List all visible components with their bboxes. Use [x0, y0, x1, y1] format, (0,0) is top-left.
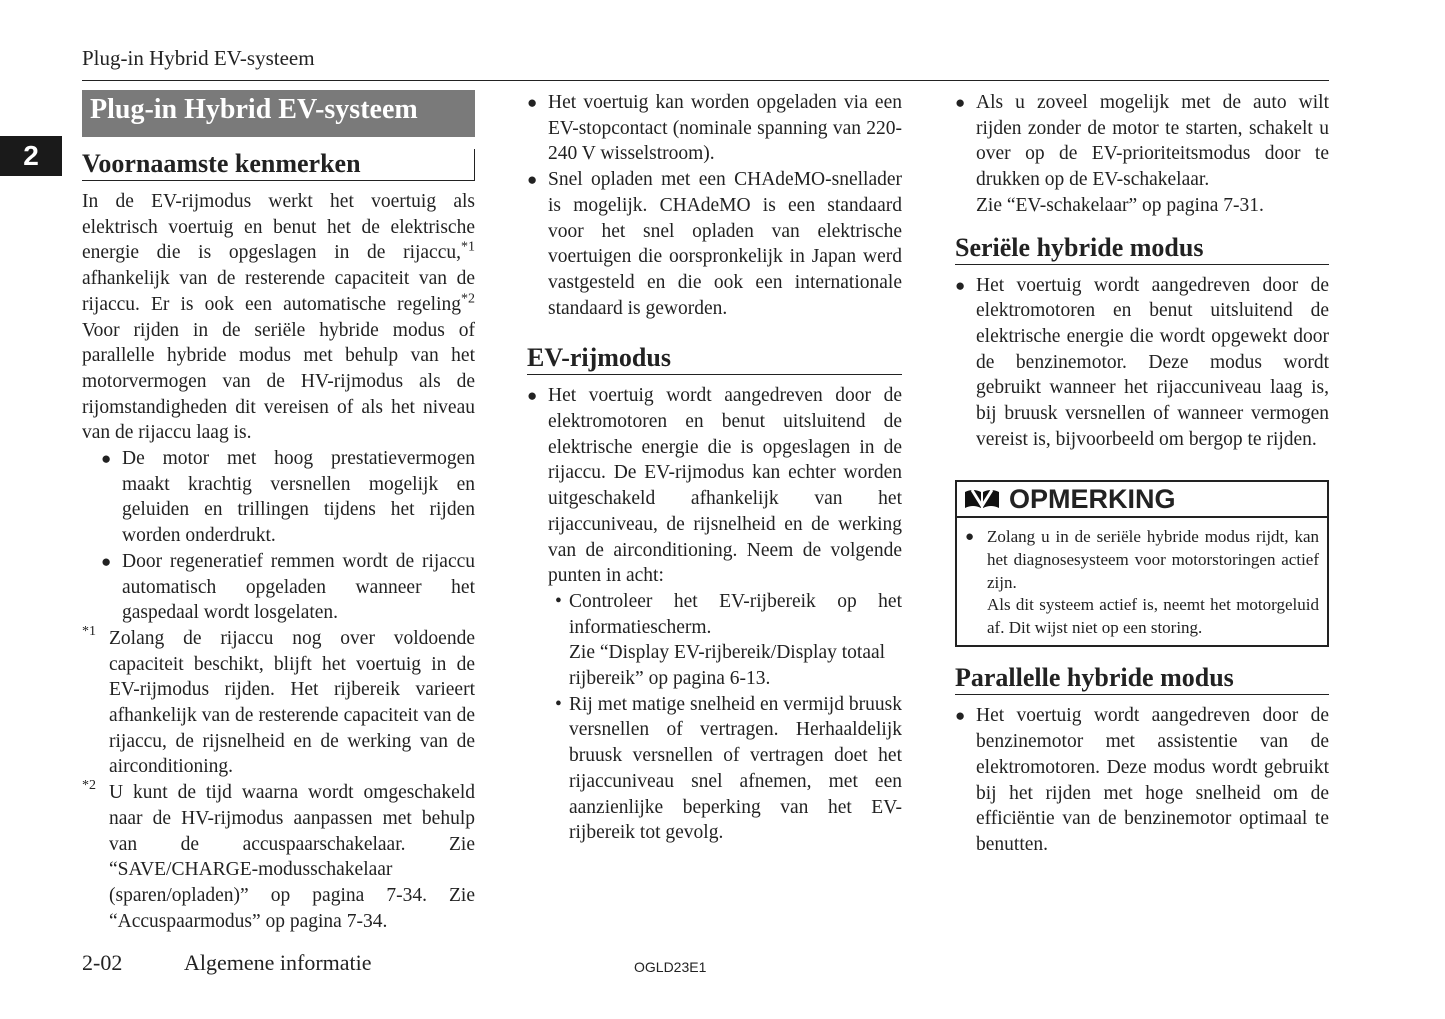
- note-header: [957, 482, 1327, 518]
- ev-priority-bullet: ● Als u zoveel mogelijk met de auto wilt rijden zonder de motor te starten, schakelt u over op de EV-prioriteitsmodus door te drukken op de EV-schakelaar.: [955, 90, 1329, 193]
- intro-text-c: Voor rijden in de seriële hybride modus of parallelle hybride modus met behulp van het motorvermogen van de HV-rijmodus als de rijomstandigheden dit vereisen of als het niveau van de rijaccu laag is.: [82, 319, 475, 444]
- intro-text-a: In de EV-rijmodus werkt het voertuig als elektrisch voertuig en benut het de elektrische energie die is opgeslagen in de rijaccu,: [82, 191, 475, 264]
- charging-bullet: ● Snel opladen met een CHAdeMO-snellader is mogelijk. CHAdeMO is een standaard voor het snel opladen van elektrische voertuigen die oorspronkelijk in Japan werd vastgesteld en die ook een internationale standaard is geworden.: [527, 167, 902, 321]
- footnote-1: [82, 623, 475, 780]
- note-bullet: ● Zolang u in de seriële hybride modus rijdt, kan het diagnosesysteem voor motorstoringen actief zijn.: [965, 526, 1319, 594]
- heading-serial-hybrid: Seriële hybride modus: [955, 233, 1329, 265]
- header-rule: [82, 80, 1329, 81]
- footnote-2: [82, 780, 475, 934]
- open-book-icon: [963, 486, 1001, 512]
- footnote-mark: *1: [82, 623, 96, 639]
- ev-mode-sub-item-ref: Zie “Display EV-rijbereik/Display totaal rijbereik” op pagina 6-13.: [569, 642, 886, 690]
- note-box: [955, 480, 1329, 647]
- ev-mode-sub-item: • Controleer het EV-rijbereik op het informatiescherm.: [555, 589, 902, 640]
- heading-parallel-hybrid: Parallelle hybride modus: [955, 663, 1329, 695]
- chapter-tab: 2: [0, 136, 62, 176]
- heading-ev-mode: EV-rijmodus: [527, 343, 902, 375]
- note-title: OPMERKING: [1009, 483, 1176, 514]
- ev-mode-sub-item: • Rij met matige snelheid en vermijd bruusk versnellen of vertragen. Herhaaldelijk bruusk versnellen of vertragen doet het rijaccuniveau snel afnemen, met een aanzienlijke beperking van het EV-rijbereik tot gevolg.: [555, 692, 902, 846]
- intro-paragraph: [82, 189, 475, 446]
- footnote-text: Zolang de rijaccu nog over voldoende capaciteit beschikt, blijft het voertuig in de EV-rijmodus rijden. Het rijbereik varieert afhankelijk van de resterende capaciteit van de rijaccu, de rijsnelheid en de werking van de airconditioning.: [109, 627, 475, 778]
- note-extra: Als dit systeem actief is, neemt het motorgeluid af. Dit wijst niet op een storing.: [987, 595, 1319, 637]
- intro-text-b: afhankelijk van de resterende capaciteit van de rijaccu. Er is ook een automatische regeling: [82, 268, 475, 315]
- ev-mode-bullet: ● Het voertuig wordt aangedreven door de elektromotoren en benut uitsluitend de elektrische energie die is opgeslagen in de rijaccu. De EV-rijmodus kan echter worden uitgeschakeld afhankelijk van het rijaccuniveau, de rijsnelheid en de werking van de airconditioning. Neem de volgende punten in acht:: [527, 383, 902, 589]
- footer-doc-code: OGLD23E1: [634, 959, 707, 975]
- feature-bullet: ● Door regeneratief remmen wordt de rijaccu automatisch opgeladen wanneer het gaspedaal wordt losgelaten.: [101, 549, 475, 626]
- footnote-ref-2: *2: [461, 291, 475, 307]
- column-2: [527, 90, 902, 846]
- serial-hybrid-bullet: ● Het voertuig wordt aangedreven door de elektromotoren en benut uitsluitend de elektrische energie die wordt opgewekt door de benzinemotor. Deze modus wordt gebruikt wanneer het rijaccuniveau laag is, bij bruusk versnellen of wanneer vermogen vereist is, bijvoorbeeld om bergop te rijden.: [955, 273, 1329, 453]
- footer-section-name: Algemene informatie: [184, 950, 372, 975]
- feature-bullet: ● De motor met hoog prestatievermogen maakt krachtig versnellen mogelijk en geluiden en trillingen tijdens het rijden worden onderdrukt.: [101, 446, 475, 549]
- ev-priority-ref: Zie “EV-schakelaar” op pagina 7-31.: [976, 194, 1264, 216]
- footnote-text: U kunt de tijd waarna wordt omgeschakeld naar de HV-rijmodus aanpassen met behulp van de accuspaarschakelaar. Zie “SAVE/CHARGE-modusschakelaar (sparen/opladen)” op pagina 7-34. Zie “Accuspaarmodus” op pagina 7-34.: [109, 782, 475, 932]
- running-header: Plug-in Hybrid EV-systeem: [82, 46, 315, 70]
- heading-main-features: Voornaamste kenmerken: [82, 149, 475, 181]
- page-title: Plug-in Hybrid EV-systeem: [82, 90, 475, 137]
- note-body: [957, 518, 1327, 645]
- column-1: [82, 90, 475, 934]
- column-3: [955, 90, 1329, 858]
- footer-page-number: 2-02: [82, 950, 123, 975]
- charging-bullet: ● Het voertuig kan worden opgeladen via een EV-stopcontact (nominale spanning van 220-240 V wisselstroom).: [527, 90, 902, 167]
- footnote-ref-1: *1: [461, 239, 475, 255]
- parallel-hybrid-bullet: ● Het voertuig wordt aangedreven door de benzinemotor met assistentie van de elektromotoren. Deze modus wordt gebruikt bij het rijden met hoge snelheid om de efficiëntie van de benzinemotor optimaal te benutten.: [955, 703, 1329, 857]
- footnote-mark: *2: [82, 778, 96, 794]
